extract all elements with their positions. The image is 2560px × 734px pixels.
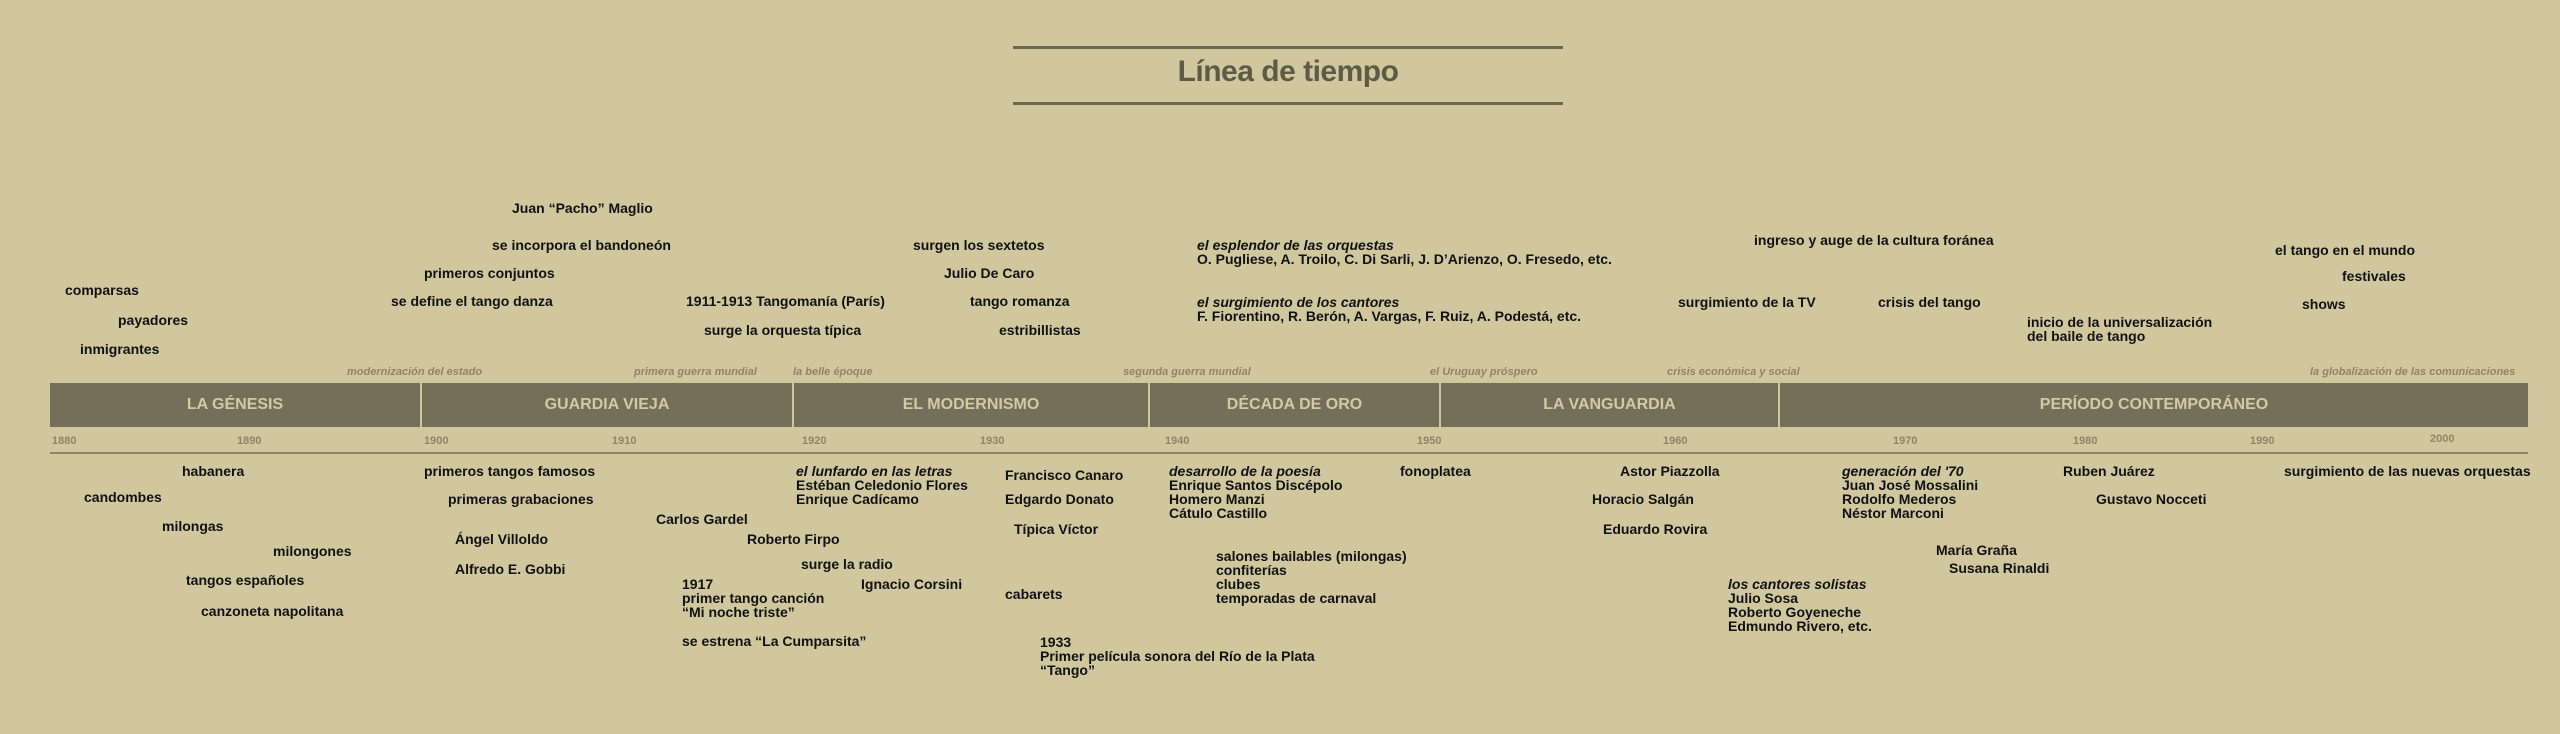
year-label: 1980 <box>2073 435 2098 447</box>
event-label: Néstor Marconi <box>1842 505 1944 521</box>
year-label: 2000 <box>2430 433 2455 445</box>
event-label: surgen los sextetos <box>913 237 1045 253</box>
context-label: el Uruguay próspero <box>1430 366 1538 378</box>
event-label: el tango en el mundo <box>2275 242 2416 258</box>
event-label: 1917 <box>682 576 714 592</box>
event-label: María Graña <box>1936 542 2017 558</box>
context-label: segunda guerra mundial <box>1123 366 1251 378</box>
event-label: Susana Rinaldi <box>1949 560 2050 576</box>
year-label: 1920 <box>802 435 827 447</box>
event-label: ingreso y auge de la cultura foránea <box>1754 232 1994 248</box>
event-label: 1933 <box>1040 634 1072 650</box>
event-label: Ángel Villoldo <box>455 531 549 547</box>
event-label: comparsas <box>65 282 139 298</box>
event-label: se incorpora el bandoneón <box>492 237 671 253</box>
event-label: surge la radio <box>801 556 893 572</box>
title-rule-bottom <box>1013 102 1563 105</box>
event-label: Típica Víctor <box>1014 521 1099 537</box>
event-label: Roberto Firpo <box>747 531 840 547</box>
event-label: Alfredo E. Gobbi <box>455 561 566 577</box>
event-label: confiterías <box>1216 562 1287 578</box>
event-label: surgimiento de las nuevas orquestas <box>2284 463 2531 479</box>
event-label: habanera <box>182 463 245 479</box>
event-label: 1911-1913 Tangomanía (París) <box>686 293 885 309</box>
year-label: 1930 <box>980 435 1005 447</box>
period-contemporaneo: PERÍODO CONTEMPORÁNEO <box>1778 383 2528 427</box>
event-label: Rodolfo Mederos <box>1842 491 1957 507</box>
context-label: modernización del estado <box>347 366 483 378</box>
event-label: “Tango” <box>1040 662 1095 678</box>
event-label: Cátulo Castillo <box>1169 505 1268 521</box>
event-label: Primer película sonora del Río de la Plata <box>1040 648 1315 664</box>
event-label: Eduardo Rovira <box>1603 521 1708 537</box>
event-label: Roberto Goyeneche <box>1728 604 1862 620</box>
event-label: se estrena “La Cumparsita” <box>682 633 867 649</box>
event-label: primeros tangos famosos <box>424 463 596 479</box>
year-label: 1910 <box>612 435 637 447</box>
event-label: Horacio Salgán <box>1592 491 1694 507</box>
event-label: milongas <box>162 518 224 534</box>
year-label: 1970 <box>1893 435 1918 447</box>
context-label: crisis económica y social <box>1667 366 1800 378</box>
event-label: cabarets <box>1005 586 1063 602</box>
event-label: milongones <box>273 543 352 559</box>
event-label: Enrique Cadícamo <box>796 491 919 507</box>
event-label: Ignacio Corsini <box>861 576 963 592</box>
title-rule-top <box>1013 46 1563 49</box>
year-label: 1990 <box>2250 435 2275 447</box>
event-label: inmigrantes <box>80 341 160 357</box>
period-guardia-vieja: GUARDIA VIEJA <box>420 383 792 427</box>
event-label: primeros conjuntos <box>424 265 555 281</box>
context-label: la belle époque <box>793 366 873 378</box>
context-label: la globalización de las comunicaciones <box>2310 366 2516 378</box>
event-label: Gustavo Nocceti <box>2096 491 2207 507</box>
event-label: “Mi noche triste” <box>682 604 795 620</box>
event-label: Julio Sosa <box>1728 590 1799 606</box>
event-label: tango romanza <box>970 293 1070 309</box>
event-label: Estéban Celedonio Flores <box>796 477 968 493</box>
event-label: temporadas de carnaval <box>1216 590 1377 606</box>
event-label: estribillistas <box>999 322 1081 338</box>
event-label: Edgardo Donato <box>1005 491 1114 507</box>
event-label-italic: el surgimiento de los cantores <box>1197 294 1400 310</box>
event-label-italic: los cantores solistas <box>1728 576 1867 592</box>
event-label: canzoneta napolitana <box>201 603 344 619</box>
event-label: Ruben Juárez <box>2063 463 2155 479</box>
event-label: O. Pugliese, A. Troilo, C. Di Sarli, J. D’Arienzo, O. Fresedo, etc. <box>1197 251 1612 267</box>
event-label: del baile de tango <box>2027 328 2146 344</box>
period-el-modernismo: EL MODERNISMO <box>792 383 1148 427</box>
event-label: Homero Manzi <box>1169 491 1265 507</box>
event-label: crisis del tango <box>1878 294 1981 310</box>
event-label: primer tango canción <box>682 590 825 606</box>
event-label: shows <box>2302 296 2346 312</box>
event-label: candombes <box>84 489 162 505</box>
event-label: inicio de la universalización <box>2027 314 2213 330</box>
event-label: tangos españoles <box>186 572 305 588</box>
event-label: festivales <box>2342 268 2406 284</box>
year-label: 1960 <box>1663 435 1688 447</box>
event-label: Juan José Mossalini <box>1842 477 1979 493</box>
event-label: Julio De Caro <box>944 265 1035 281</box>
event-label: Juan “Pacho” Maglio <box>512 200 653 216</box>
event-label: se define el tango danza <box>391 293 553 309</box>
event-label-italic: generación del '70 <box>1842 463 1964 479</box>
event-label: Astor Piazzolla <box>1620 463 1720 479</box>
event-label: Carlos Gardel <box>656 511 748 527</box>
event-label: fonoplatea <box>1400 463 1471 479</box>
event-label-italic: el lunfardo en las letras <box>796 463 953 479</box>
event-label-italic: desarrollo de la poesía <box>1169 463 1321 479</box>
timeline-baseline <box>50 452 2528 454</box>
page-title: Línea de tiempo <box>1177 55 1399 88</box>
event-label: salones bailables (milongas) <box>1216 548 1407 564</box>
year-label: 1940 <box>1165 435 1190 447</box>
event-label: primeras grabaciones <box>448 491 594 507</box>
period-la-genesis: LA GÉNESIS <box>186 396 284 413</box>
event-label: clubes <box>1216 576 1261 592</box>
year-label: 1900 <box>424 435 449 447</box>
period-decada-de-oro: DÉCADA DE ORO <box>1148 383 1439 427</box>
period-la-vanguardia: LA VANGUARDIA <box>1439 383 1778 427</box>
event-label: surgimiento de la TV <box>1678 294 1816 310</box>
year-label: 1890 <box>237 435 262 447</box>
year-label: 1880 <box>52 435 77 447</box>
event-label: Francisco Canaro <box>1005 467 1124 483</box>
event-label: payadores <box>118 312 189 328</box>
period-band <box>50 383 2528 427</box>
event-label: Enrique Santos Discépolo <box>1169 477 1343 493</box>
context-label: primera guerra mundial <box>634 366 757 378</box>
year-label: 1950 <box>1417 435 1442 447</box>
event-label: F. Fiorentino, R. Berón, A. Vargas, F. Ruiz, A. Podestá, etc. <box>1197 308 1582 324</box>
event-label: surge la orquesta típica <box>704 322 862 338</box>
event-label: Edmundo Rivero, etc. <box>1728 618 1872 634</box>
event-label-italic: el esplendor de las orquestas <box>1197 237 1394 253</box>
